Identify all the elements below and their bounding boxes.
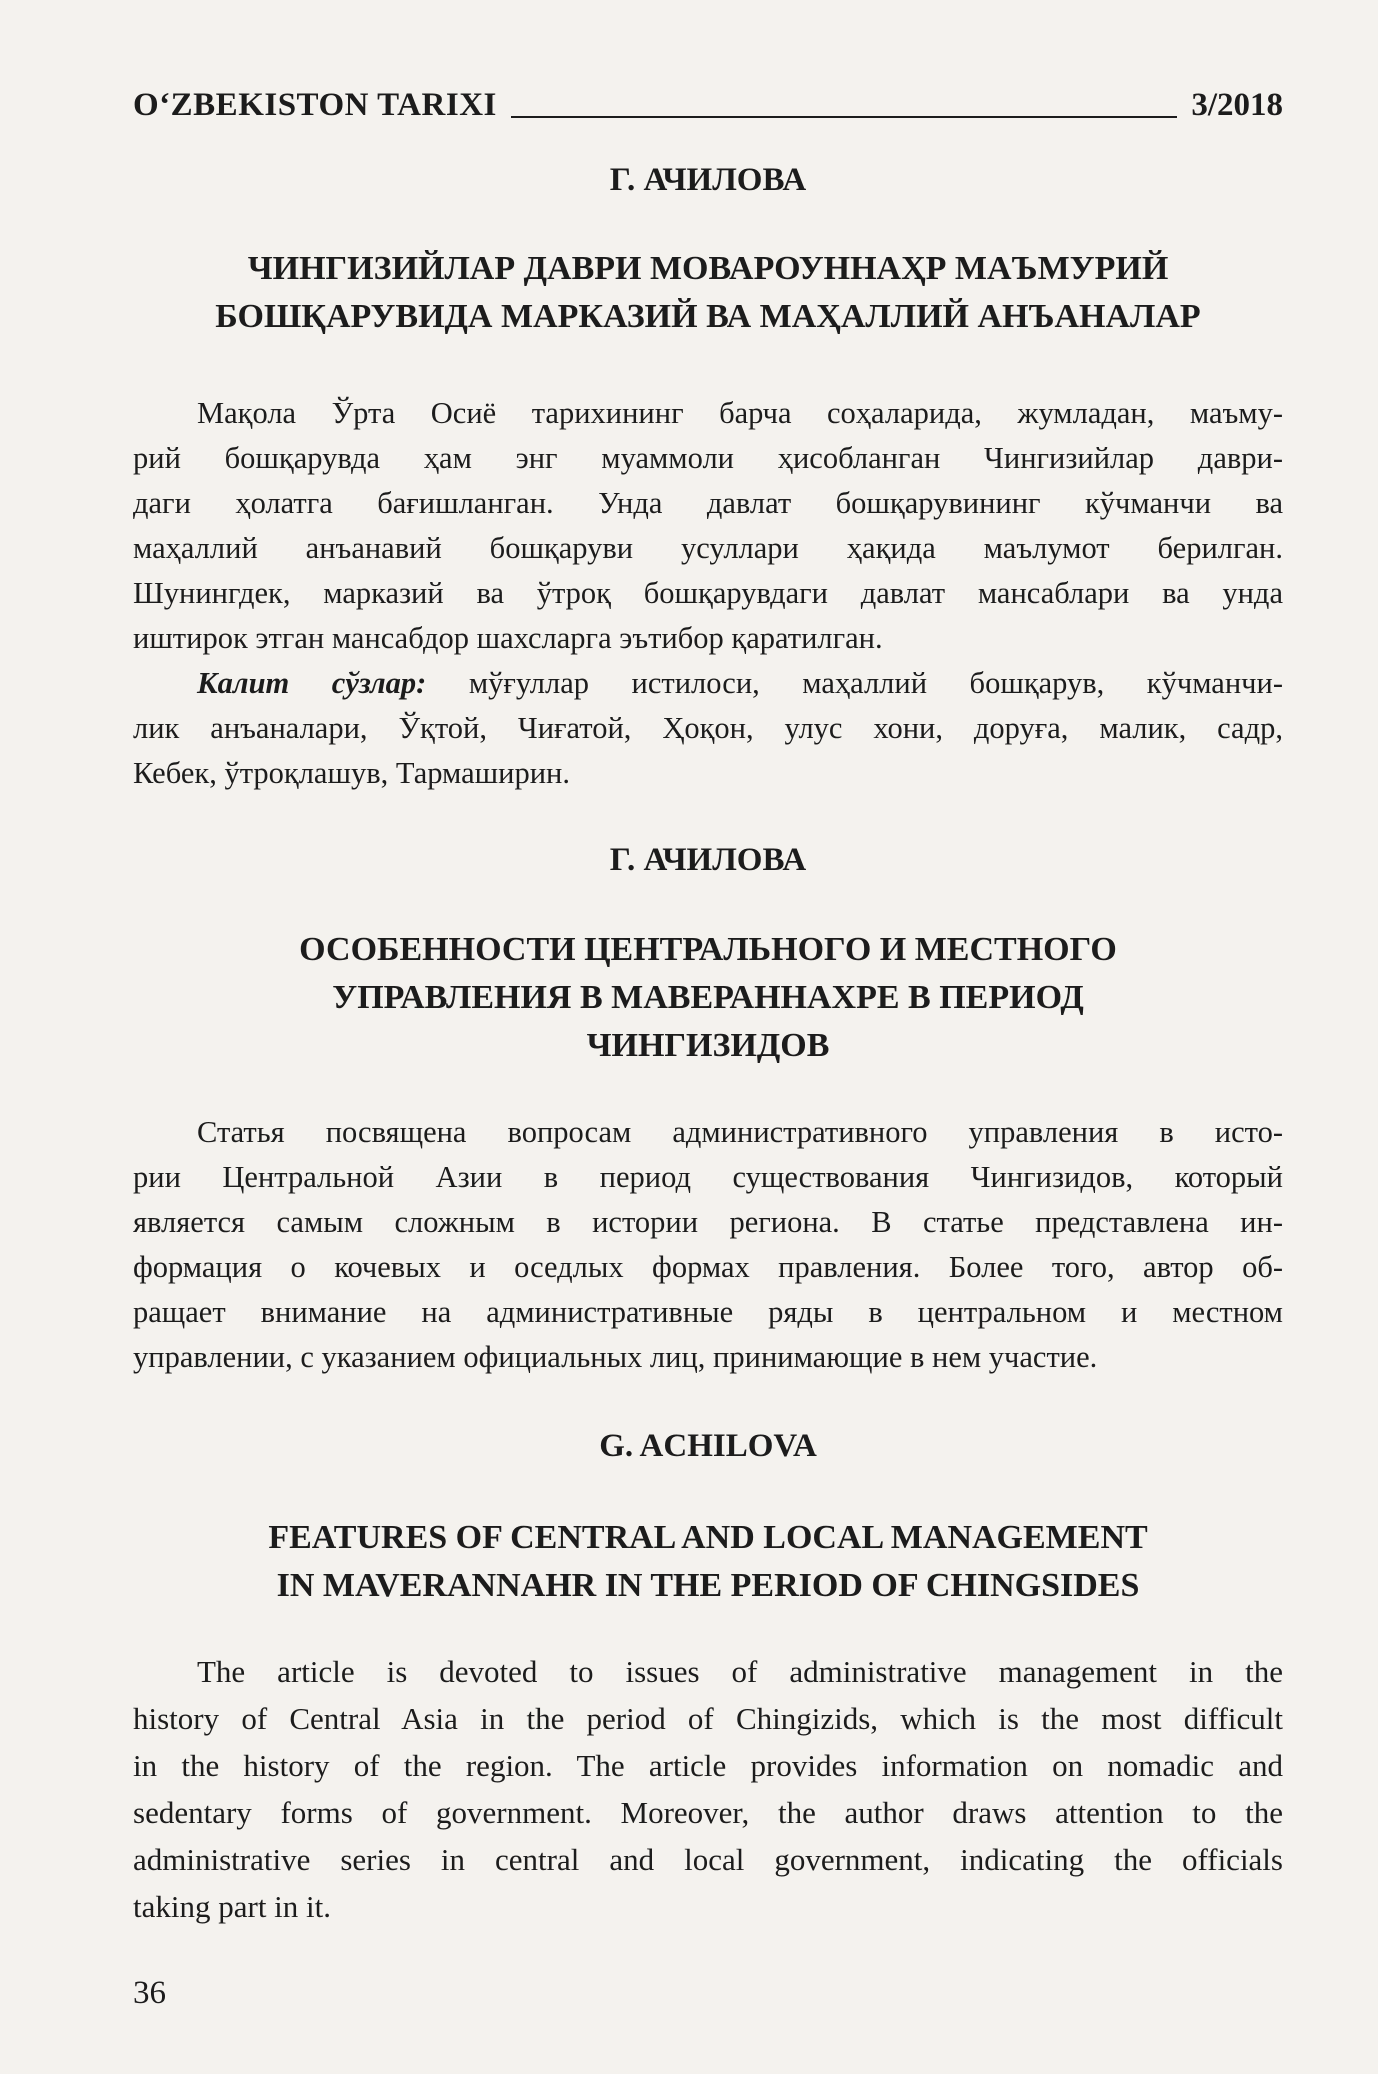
abstract-line: рий бошқарувда ҳам энг муаммоли ҳисобланган Чингизийлар даври- xyxy=(133,441,1283,475)
abstract-line: маҳаллий анъанавий бошқаруви усуллари ҳақида маълумот берилган. xyxy=(133,531,1283,565)
title-line: ЧИНГИЗИДОВ xyxy=(586,1027,830,1064)
keywords-text: мўғуллар истилоси, маҳаллий бошқарув, кўчманчи- xyxy=(468,666,1283,700)
title-line: ЧИНГИЗИЙЛАР ДАВРИ МОВАРОУННАҲР МАЪМУРИЙ xyxy=(247,250,1169,287)
author-ru: Г. АЧИЛОВА xyxy=(609,842,807,878)
keywords-line xyxy=(133,661,1283,706)
keywords-label: Калит сўзлар: xyxy=(197,666,427,700)
abstract-line: формация о кочевых и оседлых формах правления. Более того, автор об- xyxy=(133,1250,1283,1284)
abstract-line: administrative series in central and local government, indicating the officials xyxy=(133,1842,1283,1877)
abstract-line: Шунингдек, марказий ва ўтроқ бошқарувдаги давлат мансаблари ва унда xyxy=(133,576,1283,610)
header-rule xyxy=(511,116,1177,118)
abstract-ru xyxy=(133,1110,1283,1380)
abstract-line: history of Central Asia in the period of Chingizids, which is the most difficult xyxy=(133,1701,1283,1736)
abstract-line: является самым сложным в истории региона. В статье представлена ин- xyxy=(133,1205,1283,1239)
page-number: 36 xyxy=(133,1975,166,2011)
keywords-line: лик анъаналари, Ўқтой, Чиғатой, Ҳоқон, улус хони, доруға, малик, садр, xyxy=(133,711,1283,745)
author-en: G. ACHILOVA xyxy=(599,1428,817,1464)
title-line: ОСОБЕННОСТИ ЦЕНТРАЛЬНОГО И МЕСТНОГО xyxy=(299,931,1117,968)
abstract-line: рии Центральной Азии в период существования Чингизидов, который xyxy=(133,1160,1283,1194)
title-line: УПРАВЛЕНИЯ В МАВЕРАННАХРЕ В ПЕРИОД xyxy=(332,979,1084,1016)
journal-title: O‘ZBEKISTON TARIXI xyxy=(133,87,497,123)
title-ru xyxy=(133,926,1283,1070)
abstract-line: даги ҳолатга бағишланган. Унда давлат бошқарувининг кўчманчи ва xyxy=(133,486,1283,520)
author-uz: Г. АЧИЛОВА xyxy=(609,162,807,198)
abstract-uz xyxy=(133,391,1283,661)
title-uz xyxy=(133,245,1283,341)
title-line: БОШҚАРУВИДА МАРКАЗИЙ ВА МАҲАЛЛИЙ АНЪАНАЛАР xyxy=(215,298,1201,335)
abstract-line: sedentary forms of government. Moreover, the author draws attention to the xyxy=(133,1795,1283,1830)
abstract-line: управлении, с указанием официальных лиц, принимающие в нем участие. xyxy=(133,1340,1098,1374)
title-en xyxy=(133,1514,1283,1610)
abstract-line: Статья посвящена вопросам административного управления в исто- xyxy=(197,1115,1283,1149)
keywords-uz xyxy=(133,661,1283,796)
abstract-line: in the history of the region. The article provides information on nomadic and xyxy=(133,1748,1283,1783)
abstract-line: иштирок этган мансабдор шахсларга эътибор қаратилган. xyxy=(133,621,883,655)
abstract-en xyxy=(133,1648,1283,1930)
title-line: FEATURES OF CENTRAL AND LOCAL MANAGEMENT xyxy=(268,1519,1148,1556)
keywords-line: Кебек, ўтроқлашув, Тармаширин. xyxy=(133,756,571,790)
running-header xyxy=(133,72,1283,124)
issue-number: 3/2018 xyxy=(1191,87,1283,123)
abstract-line: ращает внимание на административные ряды в центральном и местном xyxy=(133,1295,1283,1329)
title-line: IN MAVERANNAHR IN THE PERIOD OF CHINGSIDES xyxy=(276,1567,1140,1604)
abstract-line: taking part in it. xyxy=(133,1889,332,1924)
abstract-line: Мақола Ўрта Осиё тарихининг барча соҳаларида, жумладан, маъму- xyxy=(197,396,1283,430)
abstract-line: The article is devoted to issues of administrative management in the xyxy=(197,1654,1283,1689)
